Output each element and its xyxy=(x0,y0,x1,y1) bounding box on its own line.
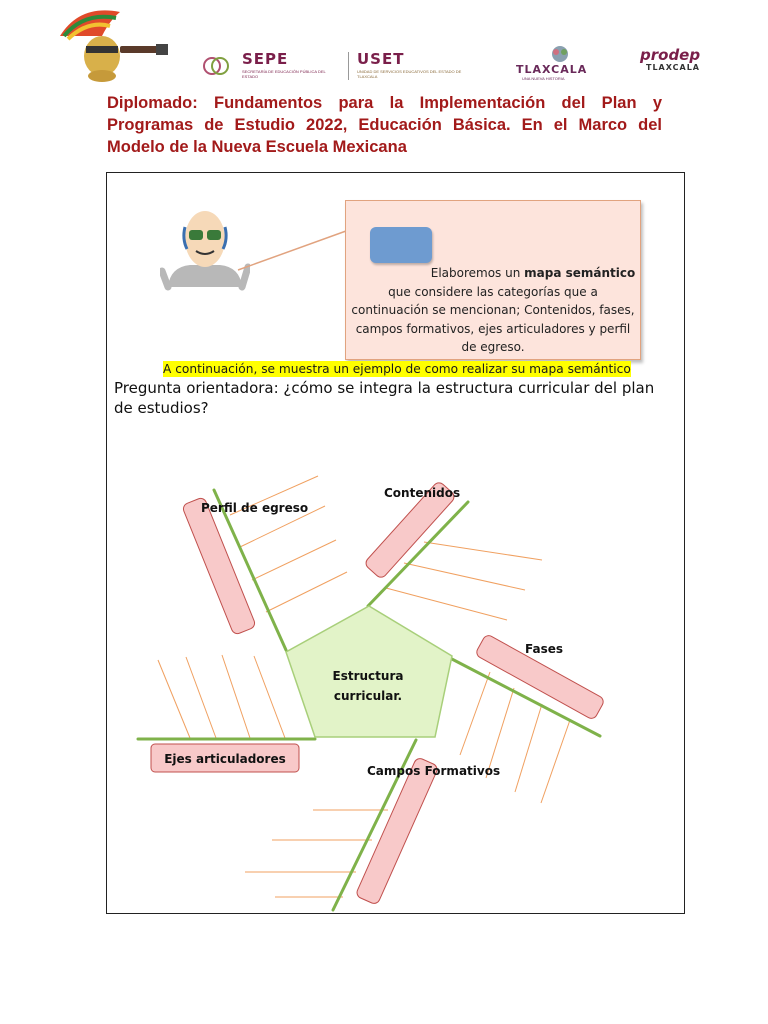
node-perfil xyxy=(182,497,257,636)
example-highlight-text: A continuación, se muestra un ejemplo de como realizar su mapa semántico xyxy=(163,362,631,376)
uset-logo-title: USET xyxy=(357,50,405,68)
center-label-line2: curricular. xyxy=(333,689,403,703)
page-title: Diplomado: Fundamentos para la Implementación del Plan y Programas de Estudio 2022, Educación Básica. En el Marco del Modelo de la Nueva Escuela Mexicana xyxy=(107,94,662,156)
label-campos: Campos Formativos xyxy=(367,764,501,778)
center-label-line1: Estructura xyxy=(332,669,404,683)
sepe-logo-subtitle: SECRETARÍA DE EDUCACIÓN PÚBLICA DEL ESTADO xyxy=(242,69,326,79)
label-contenidos: Contenidos xyxy=(384,486,461,500)
label-perfil: Perfil de egreso xyxy=(201,501,309,515)
prodep-logo-subtitle: TLAXCALA xyxy=(646,63,700,72)
uset-logo-subtitle: UNIDAD DE SERVICIOS EDUCATIVOS DEL ESTADO DE TLAXCALA xyxy=(357,69,462,79)
tlaxcala-logo-title: TLAXCALA xyxy=(516,63,588,76)
sepe-logo-title: SEPE xyxy=(242,50,289,68)
tlaxcala-logo-subtitle: UNA NUEVA HISTORIA xyxy=(522,76,565,81)
speech-text-prefix: Elaboremos un xyxy=(430,266,525,280)
speech-text-rest: que considere las categorías que a continuación se mencionan; Contenidos, fases, campos formativos, ejes articuladores y perfil de egreso. xyxy=(351,284,635,354)
prodep-logo-title: prodep xyxy=(640,46,701,64)
label-ejes: Ejes articuladores xyxy=(164,752,286,766)
speech-text-bold: mapa semántico xyxy=(524,266,636,280)
guiding-question: Pregunta orientadora: ¿cómo se integra la estructura curricular del plan de estudios? xyxy=(114,379,655,417)
label-fases: Fases xyxy=(525,642,564,656)
